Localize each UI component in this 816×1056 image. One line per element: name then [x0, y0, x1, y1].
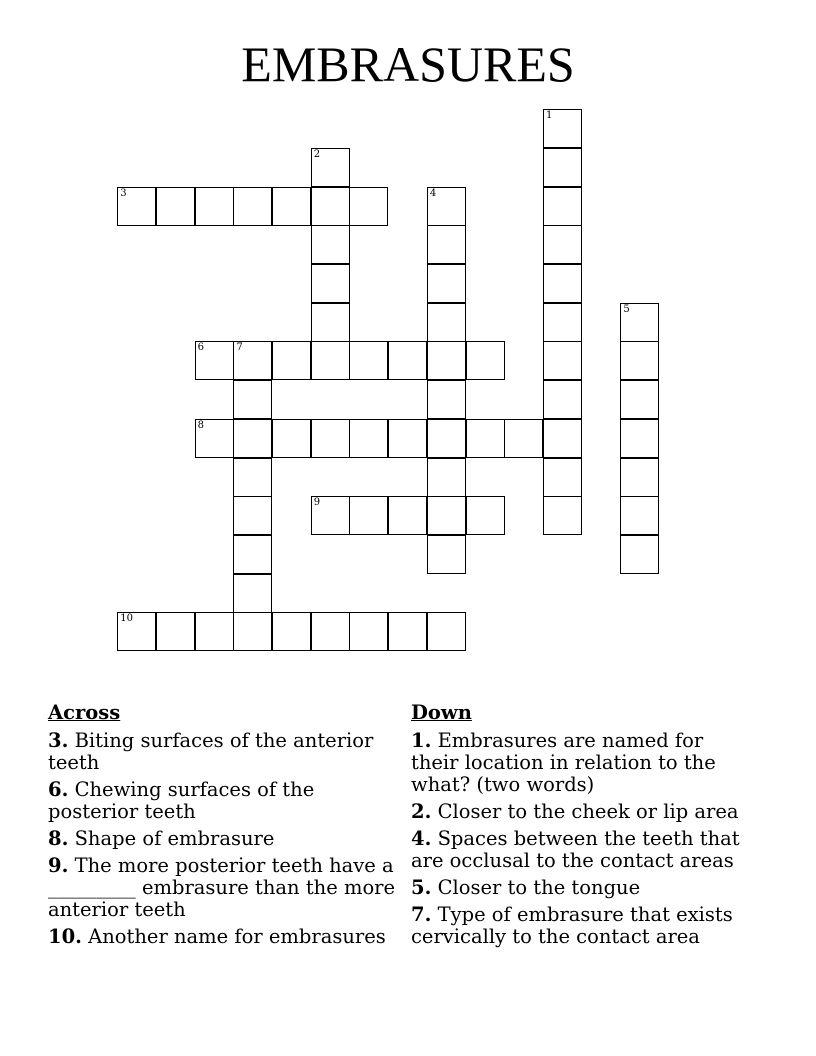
grid-cell[interactable] [427, 187, 466, 226]
grid-cell[interactable] [427, 225, 466, 264]
grid-cell[interactable] [620, 458, 659, 497]
grid-cell[interactable] [620, 496, 659, 535]
grid-cell[interactable] [543, 303, 582, 342]
grid-cell[interactable] [427, 264, 466, 303]
grid-cell[interactable] [388, 496, 427, 535]
grid-cell[interactable] [272, 341, 311, 380]
clue-down-1: 1. Embrasures are named for their location in relation to the what? (two words) [411, 729, 716, 796]
clue-down-7: 7. Type of embrasure that exists cervically to the contact area [411, 903, 733, 948]
clue-number: 10 [120, 613, 133, 625]
grid-cell[interactable] [466, 419, 505, 458]
grid-cell[interactable] [543, 419, 582, 458]
grid-cell[interactable] [427, 303, 466, 342]
grid-cell[interactable] [233, 612, 272, 651]
clue-across-8: 8. Shape of embrasure [48, 827, 275, 850]
grid-cell[interactable] [466, 341, 505, 380]
grid-cell[interactable] [311, 303, 350, 342]
clue-number: 3 [120, 187, 127, 199]
grid-cell[interactable] [620, 303, 659, 342]
grid-cell[interactable] [543, 187, 582, 226]
grid-cell[interactable] [504, 419, 543, 458]
grid-cell[interactable] [233, 535, 272, 574]
grid-cell[interactable] [543, 496, 582, 535]
grid-cell[interactable] [427, 458, 466, 497]
clue-number: 6 [197, 342, 205, 354]
clue-across-10: 10. Another name for embrasures [48, 925, 386, 948]
clue-number: 5 [623, 303, 630, 315]
grid-cell[interactable] [388, 341, 427, 380]
grid-cell[interactable] [233, 458, 272, 497]
across-clues [48, 701, 403, 953]
clue-number: 1 [545, 110, 553, 122]
grid-cell[interactable] [349, 419, 388, 458]
grid-cell[interactable] [543, 458, 582, 497]
grid-cell[interactable] [427, 419, 466, 458]
clue-down-4: 4. Spaces between the teeth that are occlusal to the contact areas [411, 827, 740, 872]
grid-cell[interactable] [233, 341, 272, 380]
grid-cell[interactable] [272, 419, 311, 458]
clue-number: 8 [197, 419, 205, 431]
clue-number: 2 [313, 148, 321, 160]
grid-cell[interactable] [543, 109, 582, 148]
grid-cell[interactable] [195, 341, 234, 380]
grid-cell[interactable] [349, 496, 388, 535]
clue-down-5: 5. Closer to the tongue [411, 876, 641, 899]
clue-number: 4 [429, 187, 437, 199]
clue-number: 9 [313, 497, 321, 509]
grid-cell[interactable] [620, 341, 659, 380]
grid-cell[interactable] [156, 612, 195, 651]
grid-cell[interactable] [311, 341, 350, 380]
grid-cell[interactable] [543, 148, 582, 187]
grid-cell[interactable] [388, 419, 427, 458]
grid-cell[interactable] [427, 612, 466, 651]
grid-cell[interactable] [543, 341, 582, 380]
grid-cell[interactable] [311, 496, 350, 535]
grid-cell[interactable] [388, 612, 427, 651]
grid-cell[interactable] [349, 612, 388, 651]
grid-cell[interactable] [311, 187, 350, 226]
grid-cell[interactable] [620, 419, 659, 458]
grid-cell[interactable] [117, 187, 156, 226]
clue-across-9: 9. The more posterior teeth have a _________ embrasure than the more anterior teeth [48, 854, 396, 921]
grid-cell[interactable] [272, 187, 311, 226]
grid-cell[interactable] [117, 612, 156, 651]
grid-cell[interactable] [272, 612, 311, 651]
grid-cell[interactable] [311, 148, 350, 187]
grid-cell[interactable] [233, 419, 272, 458]
grid-cell[interactable] [233, 496, 272, 535]
clue-number: 7 [236, 342, 243, 354]
grid-cell[interactable] [620, 380, 659, 419]
grid-cell[interactable] [195, 187, 234, 226]
grid-cell[interactable] [543, 264, 582, 303]
grid-cell[interactable] [311, 612, 350, 651]
grid-cell[interactable] [233, 574, 272, 613]
grid-cell[interactable] [311, 419, 350, 458]
grid-cell[interactable] [311, 225, 350, 264]
clue-down-2: 2. Closer to the cheek or lip area [411, 800, 739, 823]
grid-cell[interactable] [349, 341, 388, 380]
down-clues [411, 701, 746, 953]
clue-across-6: 6. Chewing surfaces of the posterior teeth [48, 778, 315, 823]
down-heading: Down [411, 701, 472, 724]
grid-cell[interactable] [195, 419, 234, 458]
grid-cell[interactable] [427, 380, 466, 419]
grid-cell[interactable] [466, 496, 505, 535]
grid-cell[interactable] [195, 612, 234, 651]
puzzle-title: EMBRASURES [241, 36, 575, 92]
grid-cell[interactable] [620, 535, 659, 574]
across-heading: Across [48, 701, 121, 724]
clue-across-3: 3. Biting surfaces of the anterior teeth [48, 729, 374, 774]
grid-cell[interactable] [156, 187, 195, 226]
grid-cell[interactable] [427, 341, 466, 380]
grid-cell[interactable] [311, 264, 350, 303]
grid-cell[interactable] [427, 535, 466, 574]
grid-cell[interactable] [427, 496, 466, 535]
grid-cell[interactable] [233, 380, 272, 419]
grid-cell[interactable] [349, 187, 388, 226]
grid-cell[interactable] [543, 225, 582, 264]
grid-cell[interactable] [233, 187, 272, 226]
grid-cell[interactable] [543, 380, 582, 419]
